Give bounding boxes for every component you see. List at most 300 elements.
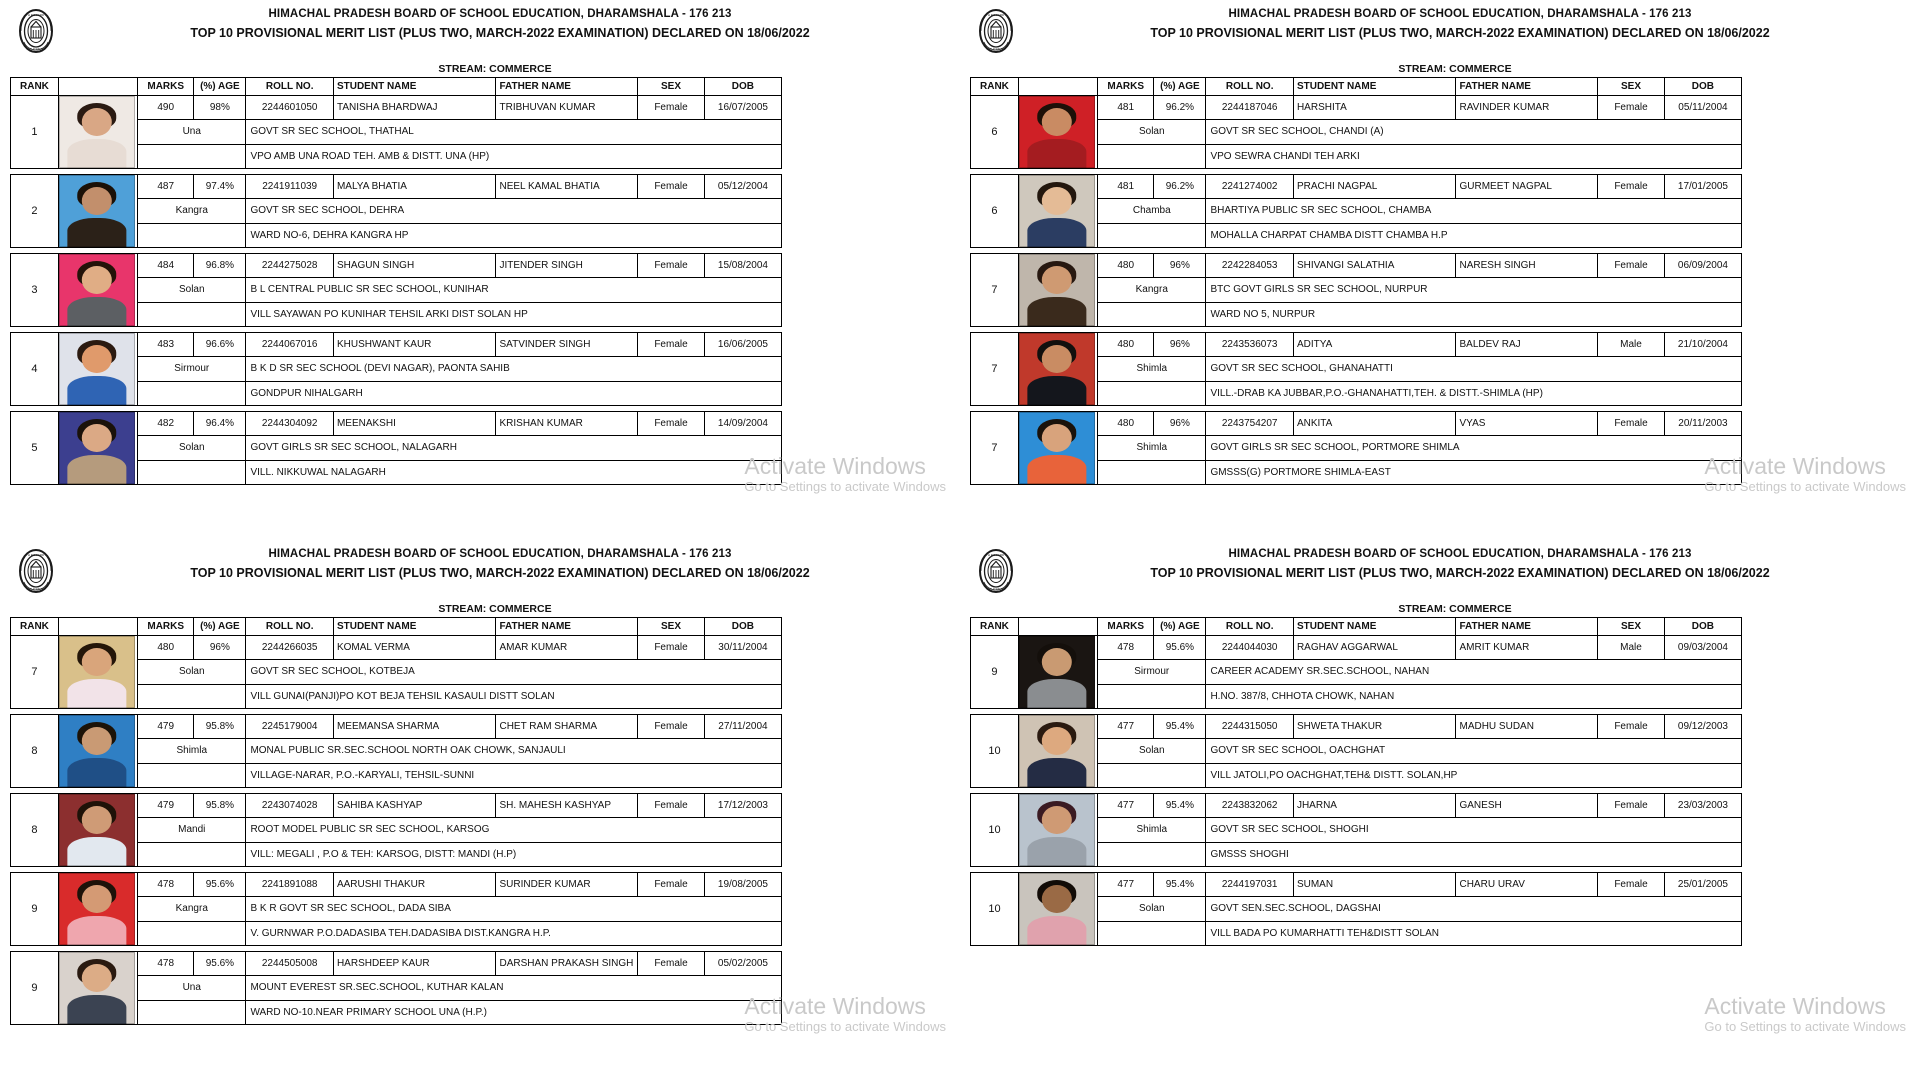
cell-district: Una: [138, 976, 246, 1000]
col-age: (%) AGE: [194, 618, 246, 636]
merit-table-body: [971, 96, 1742, 485]
col-father-name: FATHER NAME: [496, 618, 638, 636]
cell-school: BTC GOVT GIRLS SR SEC SCHOOL, NURPUR: [1206, 278, 1742, 302]
cell-rank: 6: [971, 175, 1019, 248]
merit-table: [970, 617, 1742, 946]
cell-address: VILL BADA PO KUMARHATTI TEH&DISTT SOLAN: [1206, 921, 1742, 945]
cell-dob: 30/11/2004: [704, 636, 781, 660]
cell-blank: [1098, 460, 1206, 484]
cell-rank: 6: [971, 96, 1019, 169]
student-photo: [1019, 254, 1095, 326]
cell-student-name: HARSHDEEP KAUR: [333, 952, 496, 976]
student-photo: [59, 715, 135, 787]
student-photo: [59, 333, 135, 405]
cell-sex: Female: [1598, 715, 1665, 739]
svg-text:EDUCATION: EDUCATION: [987, 587, 1005, 591]
stream-label: STREAM: COMMERCE: [438, 63, 552, 75]
cell-student-name: SHWETA THAKUR: [1293, 715, 1456, 739]
col-photo: [1018, 618, 1097, 636]
col-sex: SEX: [1598, 618, 1665, 636]
document-header: [970, 6, 1910, 62]
col-rank: RANK: [971, 78, 1019, 96]
cell-marks: 484: [138, 254, 194, 278]
col-student-name: STUDENT NAME: [1293, 618, 1456, 636]
cell-age: 96.2%: [1154, 96, 1206, 120]
cell-father-name: BALDEV RAJ: [1456, 333, 1598, 357]
col-dob: DOB: [704, 78, 781, 96]
cell-student-name: MALYA BHATIA: [333, 175, 496, 199]
student-photo: [1019, 175, 1095, 247]
cell-age: 96%: [194, 636, 246, 660]
svg-text:H P BOARD: H P BOARD: [987, 553, 1005, 557]
cell-rank: 10: [971, 873, 1019, 946]
cell-roll-no: 2241891088: [246, 873, 334, 897]
col-dob: DOB: [1664, 618, 1741, 636]
cell-age: 96.6%: [194, 333, 246, 357]
cell-father-name: JITENDER SINGH: [496, 254, 638, 278]
cell-blank: [138, 1000, 246, 1024]
cell-sex: Female: [1598, 175, 1665, 199]
emblem-icon: [974, 8, 1018, 54]
cell-address: WARD NO-10.NEAR PRIMARY SCHOOL UNA (H.P.): [246, 1000, 782, 1024]
table-row: [971, 333, 1742, 357]
col-sex: SEX: [638, 618, 705, 636]
cell-district: Sirmour: [1098, 660, 1206, 684]
student-photo: [1019, 715, 1095, 787]
cell-photo: [1018, 96, 1097, 169]
cell-photo: [1018, 333, 1097, 406]
cell-rank: 8: [11, 715, 59, 788]
cell-dob: 20/11/2003: [1664, 412, 1741, 436]
cell-blank: [1098, 302, 1206, 326]
table-row: [11, 175, 782, 199]
student-photo: [1019, 873, 1095, 945]
cell-district: Shimla: [1098, 436, 1206, 460]
cell-address: GMSSS SHOGHI: [1206, 842, 1742, 866]
cell-age: 96%: [1154, 254, 1206, 278]
cell-district: Shimla: [1098, 818, 1206, 842]
document-header: [10, 6, 950, 62]
emblem-icon: [14, 8, 58, 54]
cell-student-name: AARUSHI THAKUR: [333, 873, 496, 897]
cell-photo: [58, 333, 137, 406]
col-rank: RANK: [11, 78, 59, 96]
cell-address: GONDPUR NIHALGARH: [246, 381, 782, 405]
cell-blank: [1098, 842, 1206, 866]
cell-student-name: SUMAN: [1293, 873, 1456, 897]
cell-address: VILL: MEGALI , P.O & TEH: KARSOG, DISTT: MANDI (H.P): [246, 842, 782, 866]
cell-dob: 06/09/2004: [1664, 254, 1741, 278]
cell-photo: [58, 96, 137, 169]
board-name: HIMACHAL PRADESH BOARD OF SCHOOL EDUCATION, DHARAMSHALA - 176 213: [268, 548, 732, 560]
cell-sex: Female: [638, 873, 705, 897]
cell-photo: [58, 254, 137, 327]
student-photo: [1019, 636, 1095, 708]
col-student-name: STUDENT NAME: [1293, 78, 1456, 96]
cell-address: VILL. NIKKUWAL NALAGARH: [246, 460, 782, 484]
table-row: [971, 96, 1742, 120]
table-row: [11, 715, 782, 739]
cell-sex: Female: [1598, 254, 1665, 278]
cell-father-name: RAVINDER KUMAR: [1456, 96, 1598, 120]
col-student-name: STUDENT NAME: [333, 78, 496, 96]
cell-district: Solan: [138, 278, 246, 302]
cell-roll-no: 2244304092: [246, 412, 334, 436]
col-rank: RANK: [11, 618, 59, 636]
col-photo: [1018, 78, 1097, 96]
cell-father-name: NEEL KAMAL BHATIA: [496, 175, 638, 199]
cell-marks: 478: [138, 952, 194, 976]
cell-dob: 14/09/2004: [704, 412, 781, 436]
table-header-row: [11, 78, 782, 96]
cell-district: Shimla: [138, 739, 246, 763]
cell-district: Sirmour: [138, 357, 246, 381]
cell-rank: 7: [971, 412, 1019, 485]
student-photo: [1019, 333, 1095, 405]
cell-address: VPO AMB UNA ROAD TEH. AMB & DISTT. UNA (HP): [246, 144, 782, 168]
col-photo: [58, 78, 137, 96]
cell-photo: [1018, 636, 1097, 709]
col-marks: MARKS: [1098, 618, 1154, 636]
cell-marks: 478: [1098, 636, 1154, 660]
cell-sex: Male: [1598, 333, 1665, 357]
col-father-name: FATHER NAME: [1456, 78, 1598, 96]
cell-father-name: NARESH SINGH: [1456, 254, 1598, 278]
cell-rank: 10: [971, 794, 1019, 867]
merit-table-body: [11, 96, 782, 485]
table-row: [11, 96, 782, 120]
cell-blank: [138, 223, 246, 247]
emblem-icon: [974, 548, 1018, 594]
cell-dob: 23/03/2003: [1664, 794, 1741, 818]
cell-rank: 3: [11, 254, 59, 327]
cell-dob: 05/12/2004: [704, 175, 781, 199]
cell-roll-no: 2245179004: [246, 715, 334, 739]
cell-photo: [58, 636, 137, 709]
cell-student-name: SAHIBA KASHYAP: [333, 794, 496, 818]
cell-sex: Female: [638, 254, 705, 278]
page-title: TOP 10 PROVISIONAL MERIT LIST (PLUS TWO, MARCH-2022 EXAMINATION) DECLARED ON 18/06/2022: [1150, 26, 1770, 41]
cell-rank: 10: [971, 715, 1019, 788]
table-header-row: [971, 618, 1742, 636]
student-photo: [1019, 794, 1095, 866]
cell-photo: [1018, 794, 1097, 867]
cell-roll-no: 2244315050: [1206, 715, 1294, 739]
cell-father-name: GANESH: [1456, 794, 1598, 818]
page-title: TOP 10 PROVISIONAL MERIT LIST (PLUS TWO, MARCH-2022 EXAMINATION) DECLARED ON 18/06/2022: [1150, 566, 1770, 581]
cell-address: H.NO. 387/8, CHHOTA CHOWK, NAHAN: [1206, 684, 1742, 708]
cell-school: MONAL PUBLIC SR.SEC.SCHOOL NORTH OAK CHOWK, SANJAULI: [246, 739, 782, 763]
svg-text:H P BOARD: H P BOARD: [27, 553, 45, 557]
watermark-line-1: Activate Windows: [1704, 992, 1886, 1019]
merit-page-2: [960, 0, 1920, 540]
cell-dob: 09/12/2003: [1664, 715, 1741, 739]
cell-address: VILL JATOLI,PO OACHGHAT,TEH& DISTT. SOLAN,HP: [1206, 763, 1742, 787]
table-header-row: [11, 618, 782, 636]
cell-dob: 21/10/2004: [1664, 333, 1741, 357]
student-photo: [59, 873, 135, 945]
cell-rank: 2: [11, 175, 59, 248]
cell-dob: 25/01/2005: [1664, 873, 1741, 897]
table-row: [11, 873, 782, 897]
cell-address: VILL.-DRAB KA JUBBAR,P.O.-GHANAHATTI,TEH. & DISTT.-SHIMLA (HP): [1206, 381, 1742, 405]
cell-district: Kangra: [138, 199, 246, 223]
cell-age: 96.4%: [194, 412, 246, 436]
cell-sex: Female: [1598, 96, 1665, 120]
cell-blank: [1098, 763, 1206, 787]
cell-sex: Female: [1598, 412, 1665, 436]
cell-age: 95.6%: [194, 952, 246, 976]
cell-student-name: ADITYA: [1293, 333, 1456, 357]
cell-school: GOVT SR SEC SCHOOL, KOTBEJA: [246, 660, 782, 684]
cell-blank: [1098, 223, 1206, 247]
hpbose-emblem-icon: [974, 8, 1018, 54]
watermark-line-2: Go to Settings to activate Windows: [744, 479, 946, 495]
cell-father-name: GURMEET NAGPAL: [1456, 175, 1598, 199]
cell-blank: [1098, 921, 1206, 945]
cell-father-name: MADHU SUDAN: [1456, 715, 1598, 739]
cell-roll-no: 2244067016: [246, 333, 334, 357]
cell-district: Kangra: [1098, 278, 1206, 302]
table-row: [971, 175, 1742, 199]
cell-school: B L CENTRAL PUBLIC SR SEC SCHOOL, KUNIHAR: [246, 278, 782, 302]
activate-windows-watermark: [1704, 994, 1906, 1036]
table-row: [11, 952, 782, 976]
cell-marks: 480: [1098, 412, 1154, 436]
table-header-row: [971, 78, 1742, 96]
cell-district: Kangra: [138, 897, 246, 921]
cell-blank: [138, 460, 246, 484]
page-title: TOP 10 PROVISIONAL MERIT LIST (PLUS TWO, MARCH-2022 EXAMINATION) DECLARED ON 18/06/2022: [190, 566, 810, 581]
cell-father-name: AMAR KUMAR: [496, 636, 638, 660]
cell-marks: 487: [138, 175, 194, 199]
cell-student-name: KOMAL VERMA: [333, 636, 496, 660]
cell-school: CAREER ACADEMY SR.SEC.SCHOOL, NAHAN: [1206, 660, 1742, 684]
cell-school: GOVT SR SEC SCHOOL, GHANAHATTI: [1206, 357, 1742, 381]
student-photo: [59, 412, 135, 484]
table-row: [971, 715, 1742, 739]
col-rank: RANK: [971, 618, 1019, 636]
cell-father-name: TRIBHUVAN KUMAR: [496, 96, 638, 120]
cell-sex: Female: [638, 715, 705, 739]
merit-table-body: [971, 636, 1742, 946]
student-photo: [59, 794, 135, 866]
hpbose-emblem-icon: [14, 548, 58, 594]
table-row: [11, 794, 782, 818]
col-marks: MARKS: [1098, 78, 1154, 96]
table-row: [971, 794, 1742, 818]
cell-marks: 482: [138, 412, 194, 436]
cell-age: 95.8%: [194, 794, 246, 818]
table-row: [11, 333, 782, 357]
stream-label: STREAM: COMMERCE: [1398, 603, 1512, 615]
cell-roll-no: 2243754207: [1206, 412, 1294, 436]
cell-marks: 479: [138, 715, 194, 739]
cell-marks: 480: [138, 636, 194, 660]
cell-age: 95.6%: [194, 873, 246, 897]
cell-school: GOVT SR SEC SCHOOL, DEHRA: [246, 199, 782, 223]
document-header: [970, 546, 1910, 602]
cell-father-name: AMRIT KUMAR: [1456, 636, 1598, 660]
cell-dob: 05/02/2005: [704, 952, 781, 976]
cell-roll-no: 2244266035: [246, 636, 334, 660]
cell-blank: [138, 144, 246, 168]
cell-father-name: SURINDER KUMAR: [496, 873, 638, 897]
cell-rank: 8: [11, 794, 59, 867]
cell-address: VILL GUNAI(PANJI)PO KOT BEJA TEHSIL KASAULI DISTT SOLAN: [246, 684, 782, 708]
cell-student-name: KHUSHWANT KAUR: [333, 333, 496, 357]
cell-marks: 480: [1098, 333, 1154, 357]
cell-father-name: SATVINDER SINGH: [496, 333, 638, 357]
cell-photo: [58, 175, 137, 248]
cell-roll-no: 2242284053: [1206, 254, 1294, 278]
cell-rank: 5: [11, 412, 59, 485]
cell-age: 96%: [1154, 412, 1206, 436]
document-header: [10, 546, 950, 602]
cell-roll-no: 2244505008: [246, 952, 334, 976]
cell-address: V. GURNWAR P.O.DADASIBA TEH.DADASIBA DIST.KANGRA H.P.: [246, 921, 782, 945]
col-roll-no: ROLL NO.: [1206, 78, 1294, 96]
table-row: [971, 254, 1742, 278]
cell-marks: 480: [1098, 254, 1154, 278]
merit-page-3: [0, 540, 960, 1080]
cell-school: GOVT SEN.SEC.SCHOOL, DAGSHAI: [1206, 897, 1742, 921]
cell-school: GOVT GIRLS SR SEC SCHOOL, NALAGARH: [246, 436, 782, 460]
cell-roll-no: 2244044030: [1206, 636, 1294, 660]
cell-school: GOVT SR SEC SCHOOL, THATHAL: [246, 120, 782, 144]
cell-rank: 9: [11, 873, 59, 946]
col-sex: SEX: [1598, 78, 1665, 96]
cell-blank: [138, 302, 246, 326]
cell-age: 95.4%: [1154, 794, 1206, 818]
cell-rank: 7: [11, 636, 59, 709]
table-row: [971, 873, 1742, 897]
board-name: HIMACHAL PRADESH BOARD OF SCHOOL EDUCATION, DHARAMSHALA - 176 213: [1228, 548, 1692, 560]
hpbose-emblem-icon: [14, 8, 58, 54]
cell-student-name: TANISHA BHARDWAJ: [333, 96, 496, 120]
cell-rank: 9: [971, 636, 1019, 709]
student-photo: [1019, 96, 1095, 168]
cell-school: GOVT SR SEC SCHOOL, CHANDI (A): [1206, 120, 1742, 144]
cell-marks: 479: [138, 794, 194, 818]
cell-sex: Male: [1598, 636, 1665, 660]
cell-roll-no: 2241274002: [1206, 175, 1294, 199]
cell-sex: Female: [638, 952, 705, 976]
col-age: (%) AGE: [194, 78, 246, 96]
cell-photo: [58, 873, 137, 946]
cell-district: Solan: [1098, 120, 1206, 144]
cell-district: Mandi: [138, 818, 246, 842]
cell-marks: 483: [138, 333, 194, 357]
cell-photo: [58, 412, 137, 485]
cell-school: GOVT SR SEC SCHOOL, SHOGHI: [1206, 818, 1742, 842]
stream-label: STREAM: COMMERCE: [438, 603, 552, 615]
cell-photo: [1018, 254, 1097, 327]
student-photo: [59, 636, 135, 708]
cell-photo: [1018, 412, 1097, 485]
cell-dob: 16/06/2005: [704, 333, 781, 357]
col-sex: SEX: [638, 78, 705, 96]
col-dob: DOB: [704, 618, 781, 636]
cell-blank: [138, 684, 246, 708]
cell-district: Solan: [138, 436, 246, 460]
merit-table: [970, 77, 1742, 485]
cell-age: 96.2%: [1154, 175, 1206, 199]
cell-sex: Female: [638, 96, 705, 120]
col-dob: DOB: [1664, 78, 1741, 96]
stream-label: STREAM: COMMERCE: [1398, 63, 1512, 75]
svg-text:EDUCATION: EDUCATION: [27, 47, 45, 51]
cell-father-name: CHET RAM SHARMA: [496, 715, 638, 739]
cell-school: MOUNT EVEREST SR.SEC.SCHOOL, KUTHAR KALAN: [246, 976, 782, 1000]
watermark-line-2: Go to Settings to activate Windows: [1704, 479, 1906, 495]
cell-rank: 9: [11, 952, 59, 1025]
hpbose-emblem-icon: [974, 548, 1018, 594]
cell-dob: 16/07/2005: [704, 96, 781, 120]
cell-sex: Female: [638, 333, 705, 357]
cell-dob: 27/11/2004: [704, 715, 781, 739]
cell-marks: 481: [1098, 96, 1154, 120]
student-photo: [1019, 412, 1095, 484]
watermark-line-2: Go to Settings to activate Windows: [1704, 1019, 1906, 1035]
table-row: [11, 412, 782, 436]
cell-roll-no: 2243832062: [1206, 794, 1294, 818]
student-photo: [59, 952, 135, 1024]
cell-sex: Female: [638, 175, 705, 199]
svg-text:EDUCATION: EDUCATION: [27, 587, 45, 591]
cell-student-name: ANKITA: [1293, 412, 1456, 436]
cell-father-name: VYAS: [1456, 412, 1598, 436]
merit-page-4: [960, 540, 1920, 1080]
cell-student-name: HARSHITA: [1293, 96, 1456, 120]
cell-school: GOVT SR SEC SCHOOL, OACHGHAT: [1206, 739, 1742, 763]
cell-student-name: SHIVANGI SALATHIA: [1293, 254, 1456, 278]
cell-blank: [138, 763, 246, 787]
table-row: [11, 254, 782, 278]
cell-sex: Female: [638, 636, 705, 660]
cell-sex: Female: [638, 794, 705, 818]
cell-roll-no: 2244187046: [1206, 96, 1294, 120]
col-roll-no: ROLL NO.: [1206, 618, 1294, 636]
cell-school: ROOT MODEL PUBLIC SR SEC SCHOOL, KARSOG: [246, 818, 782, 842]
cell-sex: Female: [638, 412, 705, 436]
cell-district: Solan: [1098, 897, 1206, 921]
cell-roll-no: 2244275028: [246, 254, 334, 278]
cell-father-name: DARSHAN PRAKASH SINGH: [496, 952, 638, 976]
cell-address: MOHALLA CHARPAT CHAMBA DISTT CHAMBA H.P: [1206, 223, 1742, 247]
cell-student-name: JHARNA: [1293, 794, 1456, 818]
student-photo: [59, 175, 135, 247]
watermark-line-2: Go to Settings to activate Windows: [744, 1019, 946, 1035]
cell-age: 98%: [194, 96, 246, 120]
cell-student-name: PRACHI NAGPAL: [1293, 175, 1456, 199]
cell-blank: [138, 842, 246, 866]
cell-photo: [58, 952, 137, 1025]
cell-district: Solan: [138, 660, 246, 684]
cell-age: 96%: [1154, 333, 1206, 357]
cell-blank: [138, 381, 246, 405]
cell-photo: [1018, 873, 1097, 946]
cell-district: Una: [138, 120, 246, 144]
merit-table-body: [11, 636, 782, 1025]
col-father-name: FATHER NAME: [1456, 618, 1598, 636]
student-photo: [59, 254, 135, 326]
cell-rank: 7: [971, 333, 1019, 406]
col-marks: MARKS: [138, 78, 194, 96]
watermark-line-1: Activate Windows: [1704, 452, 1886, 479]
cell-father-name: CHARU URAV: [1456, 873, 1598, 897]
cell-father-name: SH. MAHESH KASHYAP: [496, 794, 638, 818]
